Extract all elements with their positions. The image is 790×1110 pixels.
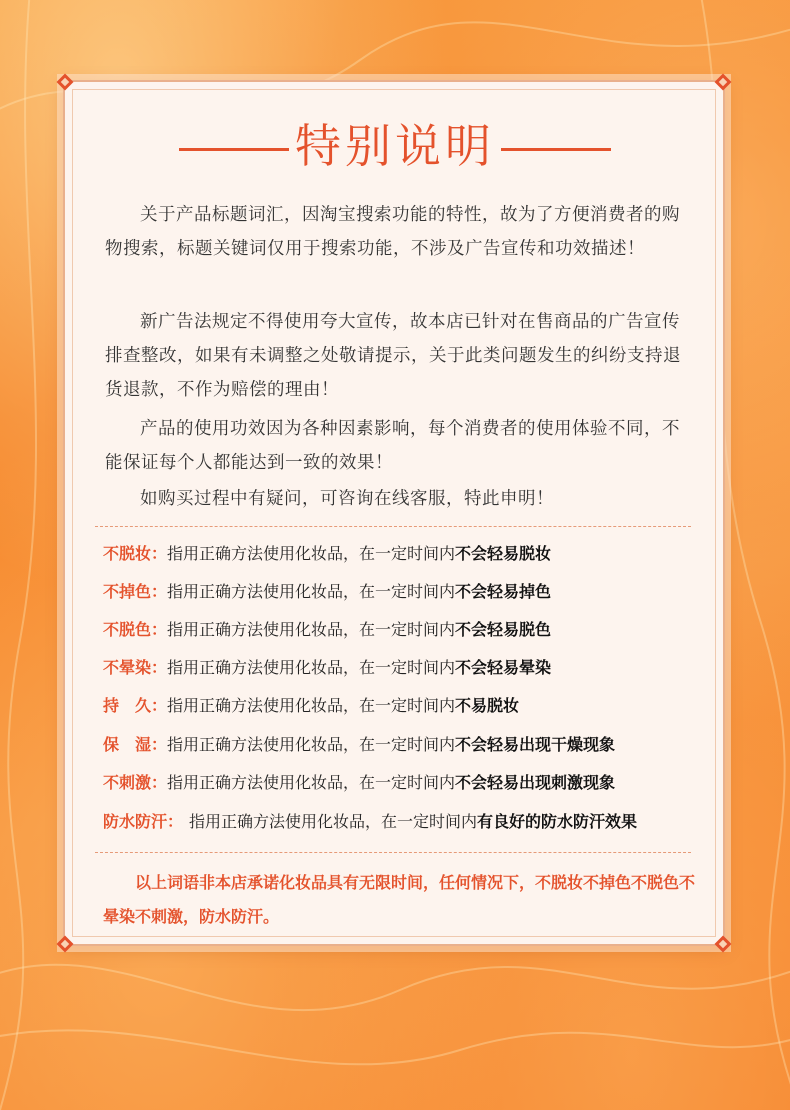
feature-label: 防水防汗： [103, 812, 184, 831]
feature-row-moisturizing [103, 730, 723, 760]
feature-row-waterproof [103, 807, 723, 837]
paragraph-advertising-law: 新广告法规定不得使用夸大宣传，故本店已针对在售商品的广告宣传排查整改，如果有未调整之处敬请提示，关于此类问题发生的纠纷支持退货退款，不作为赔偿的理由！ [105, 312, 681, 400]
paragraph-contact-service: 如购买过程中有疑问，可咨询在线客服，特此申明！ [140, 489, 554, 509]
feature-label: 不晕染： [103, 658, 168, 677]
feature-text: 指用正确方法使用化妆品，在一定时间内 [189, 812, 478, 831]
paragraph-search-keywords: 关于产品标题词汇，因淘宝搜索功能的特性，故为了方便消费者的购物搜索，标题关键词仅用于搜索功能，不涉及广告宣传和功效描述！ [105, 205, 680, 259]
feature-highlight: 不会轻易晕染 [455, 658, 552, 677]
feature-text: 指用正确方法使用化妆品，在一定时间内 [167, 696, 456, 715]
feature-label: 保 湿： [103, 735, 168, 754]
feature-label: 不掉色： [103, 582, 168, 601]
corner-ornament-icon [714, 73, 732, 91]
feature-text: 指用正确方法使用化妆品，在一定时间内 [167, 582, 456, 601]
title-dash-left [179, 148, 289, 151]
feature-row-no-bleeding [103, 653, 723, 683]
feature-label: 不脱妆： [103, 544, 168, 563]
feature-text: 指用正确方法使用化妆品，在一定时间内 [167, 620, 456, 639]
page-title [0, 116, 790, 176]
feature-highlight: 有良好的防水防汗效果 [477, 812, 638, 831]
feature-row-no-fade [103, 577, 723, 607]
feature-label: 不刺激： [103, 773, 168, 792]
feature-row-long-lasting [103, 691, 723, 721]
feature-row-no-smudge [103, 539, 723, 569]
feature-text: 指用正确方法使用化妆品，在一定时间内 [167, 658, 456, 677]
dashed-divider-bottom [95, 852, 691, 853]
feature-row-no-color-loss [103, 615, 723, 645]
feature-highlight: 不会轻易脱妆 [455, 544, 552, 563]
feature-row-non-irritating [103, 768, 723, 798]
feature-highlight: 不易脱妆 [455, 696, 520, 715]
paragraph-effect-varies: 产品的使用功效因为各种因素影响，每个消费者的使用体验不同，不能保证每个人都能达到一致的效果！ [105, 419, 680, 473]
feature-highlight: 不会轻易出现干燥现象 [455, 735, 616, 754]
corner-ornament-icon [56, 935, 74, 953]
feature-label: 不脱色： [103, 620, 168, 639]
feature-text: 指用正确方法使用化妆品，在一定时间内 [167, 735, 456, 754]
feature-highlight: 不会轻易掉色 [455, 582, 552, 601]
dashed-divider-top [95, 526, 691, 527]
feature-label: 持 久： [103, 696, 168, 715]
corner-ornament-icon [56, 73, 74, 91]
feature-highlight: 不会轻易出现刺激现象 [455, 773, 616, 792]
feature-highlight: 不会轻易脱色 [455, 620, 552, 639]
corner-ornament-icon [714, 935, 732, 953]
feature-text: 指用正确方法使用化妆品，在一定时间内 [167, 544, 456, 563]
title-dash-right [501, 148, 611, 151]
disclaimer-note: 以上词语非本店承诺化妆品具有无限时间，任何情况下，不脱妆不掉色不脱色不晕染不刺激，防水防汗。 [103, 873, 696, 926]
title-text: 特别说明 [295, 119, 495, 173]
feature-text: 指用正确方法使用化妆品，在一定时间内 [167, 773, 456, 792]
